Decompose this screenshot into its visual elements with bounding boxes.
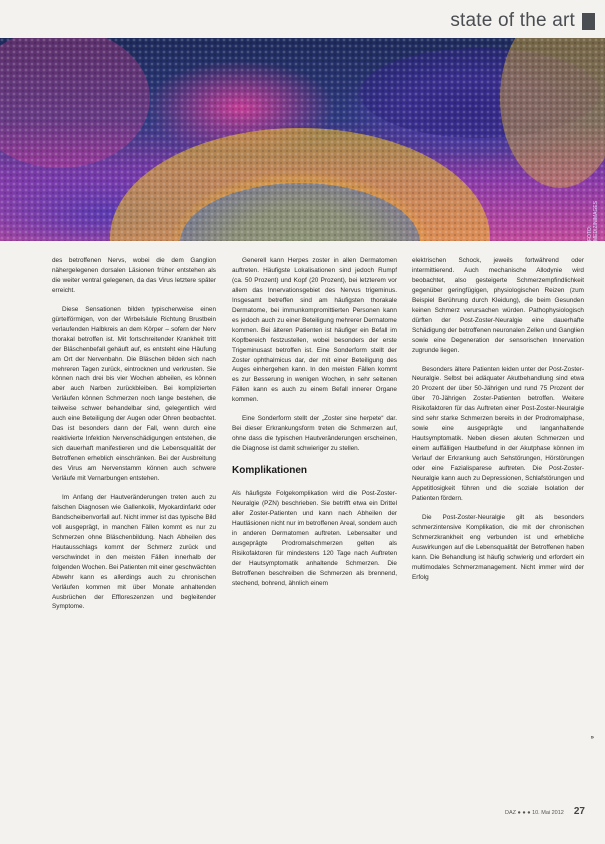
hero-image — [0, 38, 605, 241]
paragraph: des betroffenen Nervs, wobei die dem Ganglion nähergelegenen dorsalen Läsionen früher entstehen als die weiter ventral gelegenen, da das Virus letztere später erreicht. — [52, 257, 216, 294]
text-column-3 — [412, 256, 584, 592]
subheading-komplikationen: Komplikationen — [232, 465, 308, 477]
paragraph: Eine Sonderform stellt der „Zoster sine herpete“ dar. Bei dieser Erkrankungsform treten die Schmerzen auf, ohne dass die typischen Hautveränderungen erscheinen, die Diagnose ist damit schwieriger zu stellen. — [232, 415, 397, 453]
page-header — [0, 0, 605, 38]
paragraph: Diese Sensationen bilden typischerweise einen gürtelförmigen, von der Wirbelsäule Richtung Brustbein verlaufenden Halbkreis an dem Körper – sofern der Nerv thorakal betroffen ist. Mit fortschreitender Krankheit tritt der Bläschenbefall gehäuft auf, es entsteht eine Häufung am Ort der Nervenbahn. Die Bläschen bilden sich nach mehreren Tagen zurück, eintrocknen und verkrusten. Sie können nach drei bis vier Wochen abheilen, es können aber auch Narben zurückbleiben. Bei komplizierten Verläufen können Schmerzen noch lange bestehen, die teilweise schwer behandelbar sind, gelegentlich wird auch eine Beteiligung der Augen oder Ohren beobachtet. Das ist besonders dann der Fall, wenn durch eine reaktivierte Infektion Nervenschädigungen entstehen, die sich dauerhaft manifestieren und die Lebensqualität der Betroffenen erheblich einschränken. Bei der Ausbreitung des Virus am Nervenstamm können auch schwere Verläufe mit Vernarbungen entstehen. — [52, 305, 216, 483]
section-marker — [582, 13, 595, 30]
page-number: 27 — [573, 806, 585, 817]
paragraph: Die Post-Zoster-Neuralgie gilt als besonders schmerzintensive Komplikation, die mit der chronischen Schmerzkrankheit eng verbunden ist und erhebliche Auswirkungen auf die Lebensqualität der Betroffenen haben kann. Die Behandlung ist häufig schwierig und erfordert ein multimodales Schmerzmanagement. Nicht immer wird der Erfolg — [412, 513, 584, 581]
page-footer — [505, 806, 585, 817]
issue-date: DAZ ● ● ● 10. Mai 2012 — [504, 810, 564, 816]
paragraph: Generell kann Herpes zoster in allen Dermatomen auftreten. Häufigste Lokalisationen sind jedoch Rumpf (ca. 50 Prozent) und Kopf (20 Prozent), bei letzterem vor allem das Innervationsgebiet des Nervus trigeminus. Insgesamt betreffen sind am häufigsten thorakale Dermatome, bei immunkompromittierten Personen kann es jedoch auch zu einer Beteiligung mehrerer Dermatome kommen. Bei älteren Patienten ist häufiger ein Befall im Kopfbereich festzustellen, wobei besonders der erste Trigeminusast betroffen ist. Eine Sonderform stellt der Zoster ophthalmicus dar, der mit einer Beteiligung des Auges einhergehen kann. In den meisten Fällen kommt es zur Besserung in wenigen Wochen, in sehr seltenen Fällen kann es auch zu einem Befall innerer Organe kommen. — [232, 257, 397, 404]
paragraph: elektrischen Schock, jeweils fortwährend oder intermittierend. Auch mechanische Allodynie wird beobachtet, also gesteigerte Schmerzempfindlichkeit gegenüber geringfügigen, physiologischen Reizen (zum Beispiel Berührung durch Kleidung), die beim Gesunden keinen Schmerz verursachen würden. Pathophysiologisch dürften der Post-Zoster-Neuralgie eine dauerhafte Schädigung der betroffenen neuronalen Zellen und Ganglien sowie eine Degeneration der sensorischen Innervation zugrunde liegen. — [412, 257, 584, 354]
paragraph: Im Anfang der Hautveränderungen treten auch zu falschen Diagnosen wie Gallenkolik, Myokardinfarkt oder Bandscheibenvorfall auf. Nicht immer ist das typische Bild voll ausgeprägt, in manchen Fällen kommt es nur zu Schmerzen ohne Bläschenbildung. Nach Abheilen des Hautausschlags kommt der Schmerz zurück und verschwindet in den meisten Fällen innerhalb der folgenden Wochen. Bei Patienten mit einer geschwächten Abwehr kann es allerdings auch zu chronischen Verläufen kommen mit über Monate anhaltenden Ausbrüchen der Effloreszenzen und begleitender Symptome. — [52, 493, 216, 611]
text-column-1 — [52, 256, 216, 621]
hero-texture — [0, 38, 605, 241]
paragraph: Besonders ältere Patienten leiden unter der Post-Zoster-Neuralgie. Selbst bei adäquater Akutbehandlung sind etwa 20 Prozent der über 50-Jährigen und rund 75 Prozent der über 70-Jährigen Zoster-Patienten betroffen. Weitere Risikofaktoren für das Auftreten einer Post-Zoster-Neuralgie sind sehr starke Schmerzen bereits in der Prodromalphase, sowie eine ausgeprägte und langanhaltende Hautsymptomatik. Neben diesen akuten Schmerzen und einem auffälligen Hautbefund in der Akutphase können im Verlauf der Erkrankung auch Sehstörungen, Hörstörungen oder eine Fazialisparese auftreten. Die Post-Zoster-Neuralgie kann auch zu Depressionen, Schlafstörungen und Appetitlosigkeit führen und die soziale Isolation der Patienten fördern. — [412, 365, 584, 502]
paragraph: Als häufigste Folgekomplikation wird die Post-Zoster-Neuralgie (PZN) beschrieben. Sie betrifft etwa ein Drittel aller Zoster-Patienten und kann nach Abheilen der Hautläsionen nicht nur im betroffenen Areal, sondern auch in anderen Dermatomen auftreten. Lebensalter und ausgeprägte Prodromalschmerzen gelten als Risikofaktoren für mindestens 120 Tage nach Auftreten der Hautsymptomatik anhaltende Schmerzen. Die Betroffenen beschreiben die Schmerzen als brennend, stechend, bohrend, ähnlich einem — [232, 490, 397, 587]
section-title: state of the art — [450, 10, 575, 31]
continue-arrow-icon: » — [590, 735, 594, 741]
text-column-2 — [232, 256, 397, 598]
photo-credit: FOTO: MEDIZINIMAGES — [587, 200, 599, 241]
